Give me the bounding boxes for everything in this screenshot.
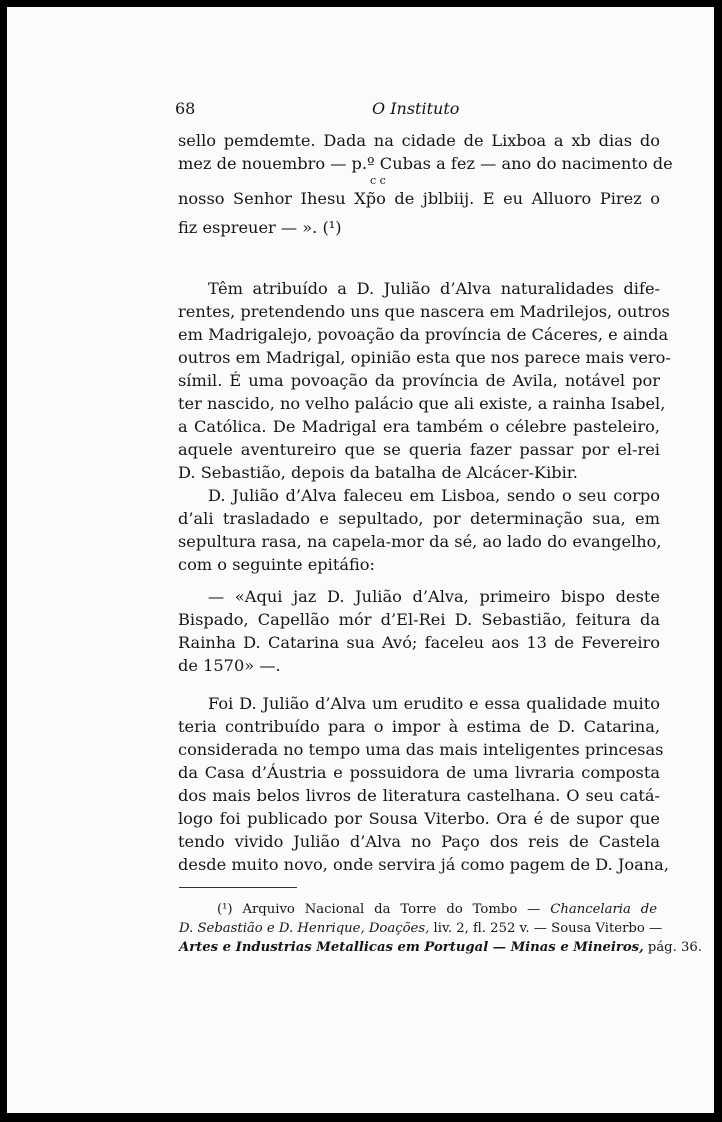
text-line: em Madrigalejo, povoação da província de Cáceres, e ainda	[178, 325, 669, 344]
text-line: D. Julião d’Alva faleceu em Lisboa, sendo o seu corpo	[208, 486, 660, 505]
text-line: Bispado, Capellão mór d’El-Rei D. Sebastião, feitura da	[178, 610, 660, 629]
text-line: de 1570» —.	[178, 656, 281, 675]
text-line: teria contribuído para o impor à estima de D. Catarina,	[178, 717, 660, 736]
text-line: — «Aqui jaz D. Julião d’Alva, primeiro bispo deste	[208, 587, 660, 606]
text-line: Foi D. Julião d’Alva um erudito e essa qualidade muito	[208, 694, 660, 713]
footnote-marker: (¹)	[217, 902, 233, 917]
text-line: Rainha D. Catarina sua Avó; faceleu aos 13 de Fevereiro	[178, 633, 660, 652]
text-line: sepultura rasa, na capela-mor da sé, ao lado do evangelho,	[178, 532, 662, 551]
footnote-text: Arquivo Nacional da Torre do Tombo —	[242, 902, 541, 917]
epitaph-quote	[178, 585, 660, 677]
text-line: rentes, pretendendo uns que nascera em Madrilejos, outros	[178, 302, 670, 321]
document-excerpt	[178, 129, 673, 239]
footnote-line	[179, 900, 657, 919]
running-title: O Instituto	[372, 99, 460, 118]
text-line: Têm atribuído a D. Julião d’Alva naturalidades dife-	[208, 279, 660, 298]
footnote-italic: D. Sebastião e D. Henrique, Doações,	[179, 921, 430, 936]
paragraph-erudition	[178, 692, 669, 876]
paragraph-birthplace	[178, 277, 671, 484]
text-line: d’ali trasladado e sepultado, por determinação sua, em	[178, 509, 660, 528]
text-line: aquele aventureiro que se queria fazer passar por el-rei	[178, 440, 660, 459]
text-line: logo foi publicado por Sousa Viterbo. Ora é de supor que	[178, 809, 660, 828]
paragraph-death	[178, 484, 660, 576]
footnote-text: pág. 36.	[647, 940, 702, 955]
footnote-italic: Chancelaria de	[550, 902, 658, 917]
text-line: D. Sebastião, depois da batalha de Alcácer-Kibir.	[178, 463, 578, 482]
footnote-italic: Artes e Industrias Metallicas em Portugal — Minas e Mineiros,	[179, 940, 644, 955]
text-line: da Casa d’Áustria e possuidora de uma livraria composta	[178, 763, 660, 782]
text-line: considerada no tempo uma das mais inteligentes princesas	[178, 740, 664, 759]
text-line: ter nascido, no velho palácio que ali existe, a rainha Isabel,	[178, 394, 666, 413]
text-line: tendo vivido Julião d’Alva no Paço dos reis de Castela	[178, 832, 660, 851]
footnote-line	[179, 938, 702, 957]
text-line: mez de nouembro — p.º Cubas a fez — ano do nacimento de	[178, 154, 673, 173]
abbreviation-marks: c c	[370, 174, 386, 187]
footnote-divider	[179, 887, 297, 888]
text-line: nosso Senhor Ihesu Xp̃o de jblbiij. E eu Alluoro Pirez o	[178, 189, 660, 208]
footnote	[179, 900, 702, 957]
text-line: símil. É uma povoação da província de Avila, notável por	[178, 371, 660, 390]
footnote-line	[179, 919, 663, 938]
text-line: fiz espreuer — ». (¹)	[178, 218, 342, 237]
page-number: 68	[175, 99, 196, 118]
text-line: dos mais belos livros de literatura castelhana. O seu catá-	[178, 786, 660, 805]
text-line: outros em Madrigal, opinião esta que nos parece mais vero-	[178, 348, 671, 367]
text-line: com o seguinte epitáfio:	[178, 555, 375, 574]
text-line: a Católica. De Madrigal era também o célebre pasteleiro,	[178, 417, 660, 436]
book-page	[7, 7, 714, 1113]
footnote-text: liv. 2, fl. 252 v. — Sousa Viterbo —	[433, 921, 663, 936]
text-line: desde muito novo, onde servira já como pagem de D. Joana,	[178, 855, 669, 874]
text-line: sello pemdemte. Dada na cidade de Lixboa a xb dias do	[178, 131, 660, 150]
page-header	[7, 99, 714, 123]
